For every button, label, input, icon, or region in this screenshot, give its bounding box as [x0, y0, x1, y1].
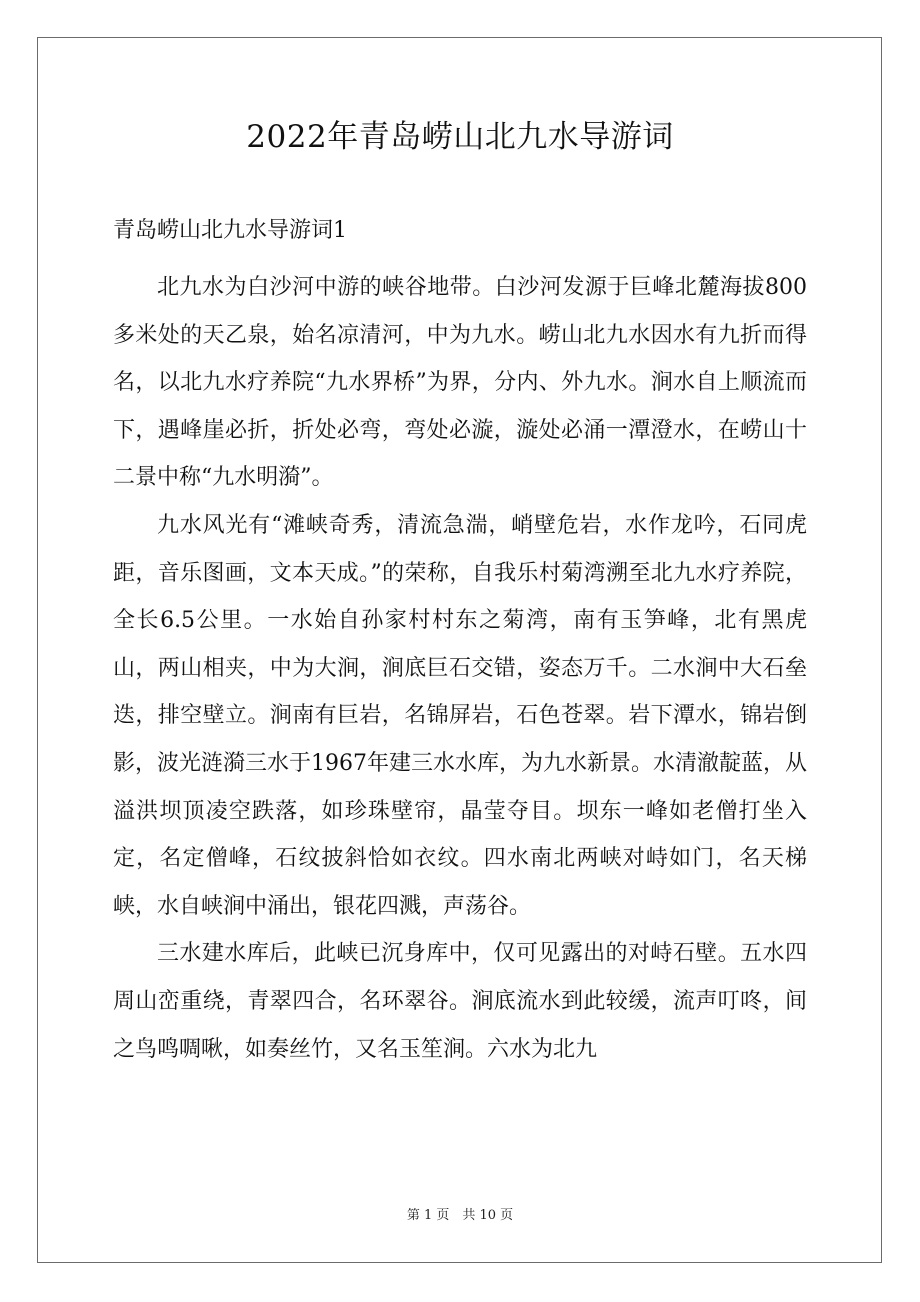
- document-title: 2022年青岛崂山北九水导游词: [246, 119, 674, 155]
- page-number-footer: 第 1 页 共 10 页: [406, 1208, 514, 1223]
- paragraph-2: 九水风光有“滩峡奇秀，清流急湍，峭壁危岩，水作龙吟，石同虎距，音乐图画，文本天成。”的荣称，自我乐村菊湾溯至北九水疗养院，全长6.5公里。一水始自孙家村村东之菊湾，南有玉笋峰，北有黑虎山，两山相夹，中为大涧，涧底巨石交错，姿态万千。二水涧中大石垒迭，排空壁立。涧南有巨岩，名锦屏岩，石色苍翠。岩下潭水，锦岩倒影，波光涟漪三水于1967年建三水水库，为九水新景。水清澈靛蓝，从溢洪坝顶凌空跌落，如珍珠壁帘，晶莹夺目。坝东一峰如老僧打坐入定，名定僧峰，石纹披斜恰如衣纹。四水南北两峡对峙如门，名天梯峡，水自峡涧中涌出，银花四溅，声荡谷。: [113, 512, 807, 919]
- document-body: [113, 264, 807, 1073]
- section-heading: 青岛崂山北九水导游词1: [113, 218, 347, 243]
- paragraph-3: 三水建水库后，此峡已沉身库中，仅可见露出的对峙石壁。五水四周山峦重绕，青翠四合，名环翠谷。涧底流水到此较缓，流声叮咚，间之鸟鸣啁啾，如奏丝竹，又名玉笙涧。六水为北九: [113, 941, 807, 1062]
- paragraph-1: 北九水为白沙河中游的峡谷地带。白沙河发源于巨峰北麓海拔800多米处的天乙泉，始名凉清河，中为九水。崂山北九水因水有九折而得名，以北九水疗养院“九水界桥”为界，分内、外九水。涧水自上顺流而下，遇峰崖必折，折处必弯，弯处必漩，漩处必涌一潭澄水，在崂山十二景中称“九水明漪”。: [113, 275, 807, 491]
